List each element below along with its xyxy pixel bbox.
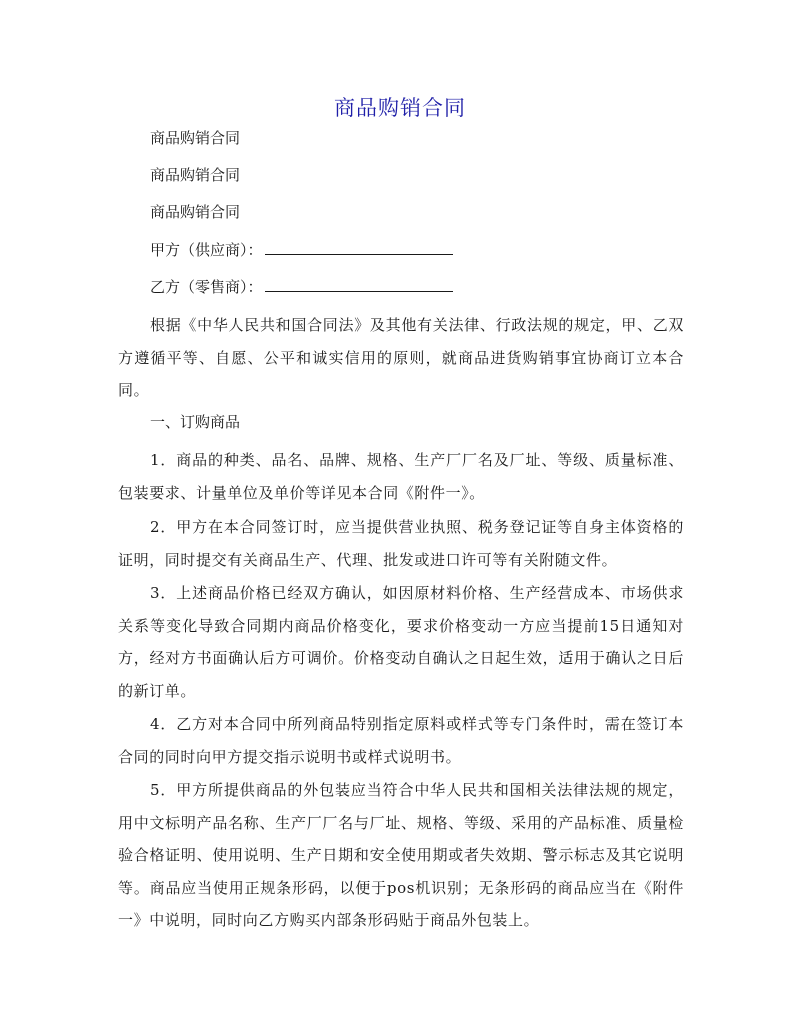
document-title: 商品购销合同 (334, 96, 466, 120)
clause-1: 1．商品的种类、品名、品牌、规格、生产厂厂名及厂址、等级、质量标准、包装要求、计量单位及单价等详见本合同《附件一》。 (118, 451, 684, 502)
intro-paragraph: 根据《中华人民共和国合同法》及其他有关法律、行政法规的规定，甲、乙双方遵循平等、自愿、公平和诚实信用的原则，就商品进货购销事宜协商订立本合同。 (118, 316, 684, 399)
party-b-label: 乙方（零售商）： (150, 278, 263, 296)
header-line-3: 商品购销合同 (150, 203, 241, 221)
party-a-blank (265, 240, 453, 255)
clause-4: 4．乙方对本合同中所列商品特别指定原料或样式等专门条件时，需在签订本合同的同时向甲方提交指示说明书或样式说明书。 (118, 715, 684, 766)
clause-5: 5．甲方所提供商品的外包装应当符合中华人民共和国相关法律法规的规定，用中文标明产品名称、生产厂厂名与厂址、规格、等级、采用的产品标准、质量检验合格证明、使用说明、生产日期和安全使用期或者失效期、警示标志及其它说明等。商品应当使用正规条形码，以便于pos机识别；无条形码的商品应当在《附件一》中说明，同时向乙方购买内部条形码贴于商品外包装上。 (118, 781, 684, 929)
header-line-2: 商品购销合同 (150, 166, 241, 184)
clause-3: 3．上述商品价格已经双方确认，如因原材料价格、生产经营成本、市场供求关系等变化导致合同期内商品价格变化，要求价格变动一方应当提前15日通知对方，经对方书面确认后方可调价。价格变动自确认之日起生效，适用于确认之日后的新订单。 (118, 584, 684, 700)
section-heading: 一、订购商品 (150, 413, 241, 431)
party-a-line (150, 240, 453, 260)
party-b-line (150, 277, 453, 297)
party-a-label: 甲方（供应商）： (150, 241, 263, 259)
clause-2: 2．甲方在本合同签订时，应当提供营业执照、税务登记证等自身主体资格的证明，同时提交有关商品生产、代理、批发或进口许可等有关附随文件。 (118, 518, 684, 569)
party-b-blank (265, 277, 453, 292)
header-line-1: 商品购销合同 (150, 129, 241, 147)
